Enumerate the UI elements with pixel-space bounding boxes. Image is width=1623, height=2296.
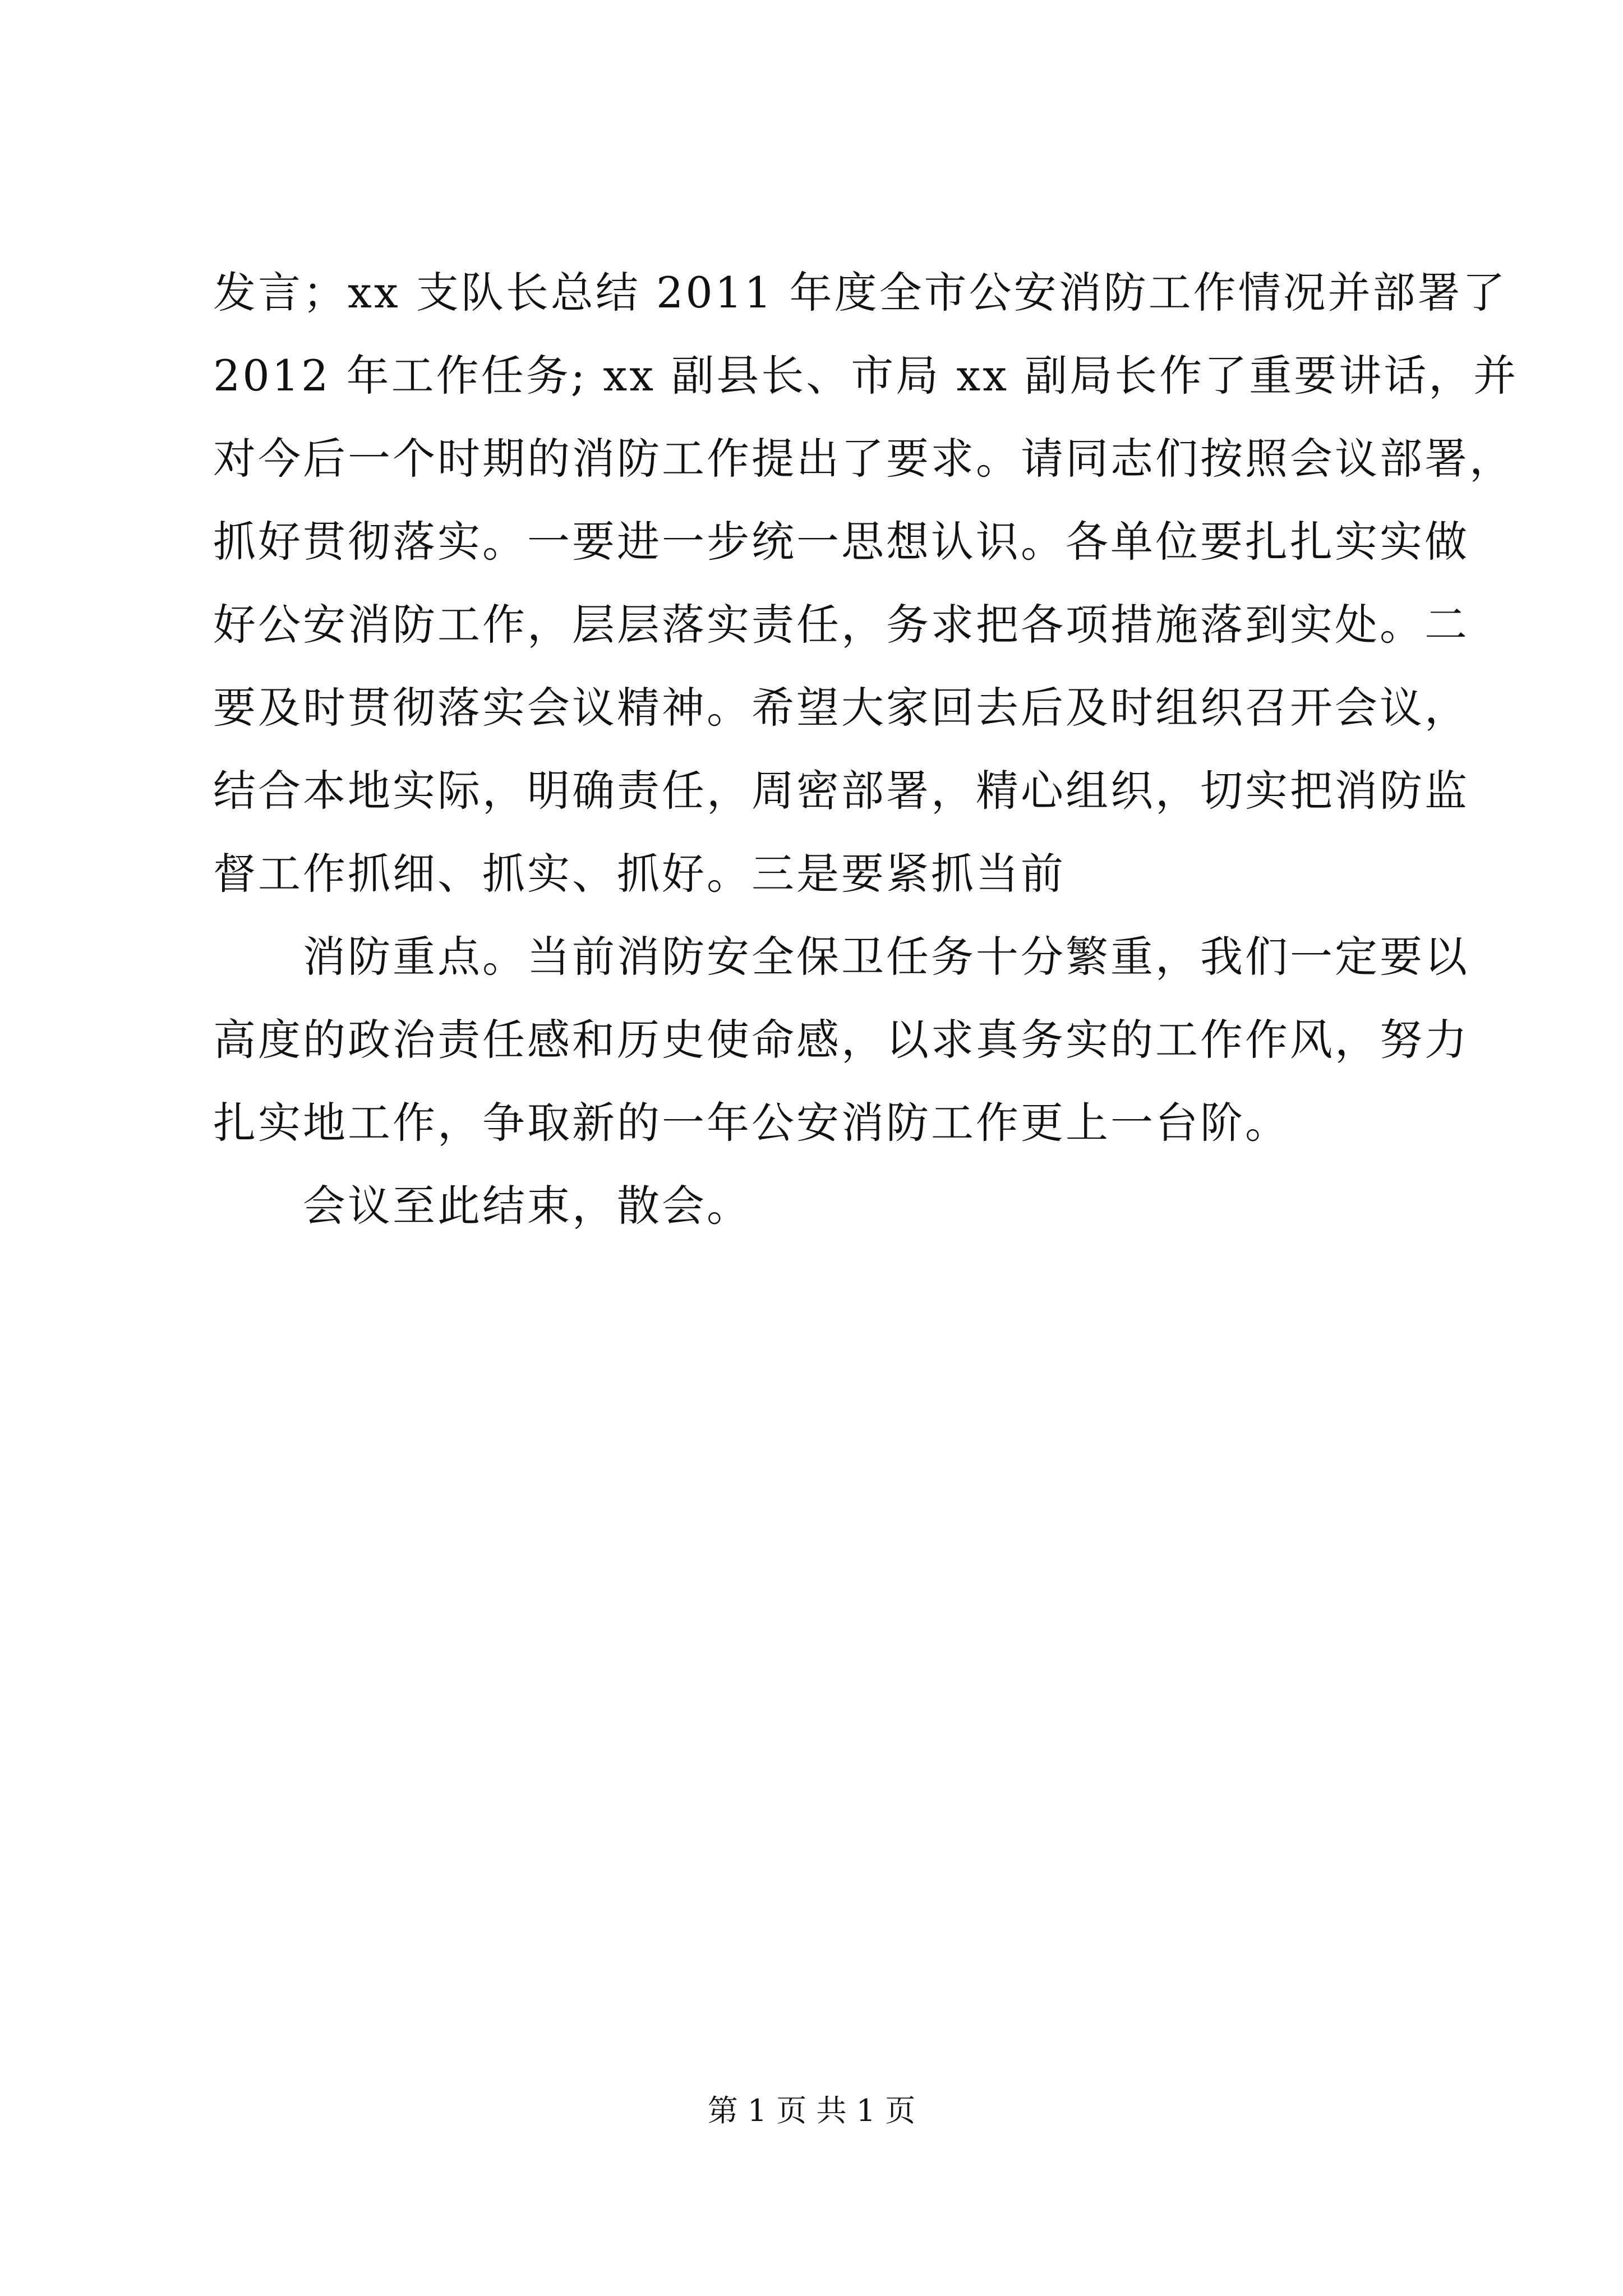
text-line: 抓好贯彻落实。一要进一步统一思想认识。各单位要扎扎实实做 (213, 517, 1469, 567)
text-line: 好公安消防工作，层层落实责任，务求把各项措施落到实处。二 (213, 600, 1469, 650)
text-line: 督工作抓细、抓实、抓好。三是要紧抓当前 (213, 849, 1066, 899)
text-line: 消防重点。当前消防安全保卫任务十分繁重，我们一定要以 (303, 932, 1469, 982)
text-line: 会议至此结束，散会。 (303, 1181, 751, 1231)
text-line: 2012 年工作任务; xx 副县长、市局 xx 副局长作了重要讲话，并 (213, 351, 1519, 401)
text-line: 扎实地工作，争取新的一年公安消防工作更上一台阶。 (213, 1098, 1290, 1148)
document-body (213, 264, 1519, 1260)
text-line: 结合本地实际，明确责任，周密部署，精心组织，切实把消防监 (213, 766, 1469, 816)
text-line: 对今后一个时期的消防工作提出了要求。请同志们按照会议部署， (213, 434, 1514, 484)
text-line: 要及时贯彻落实会议精神。希望大家回去后及时组织召开会议， (213, 683, 1469, 733)
text-line: 发言；xx 支队长总结 2011 年度全市公安消防工作情况并部署了 (213, 268, 1507, 318)
page-footer: 第 1 页 共 1 页 (707, 2093, 916, 2128)
text-line: 高度的政治责任感和历史使命感，以求真务实的工作作风，努力 (213, 1015, 1469, 1065)
